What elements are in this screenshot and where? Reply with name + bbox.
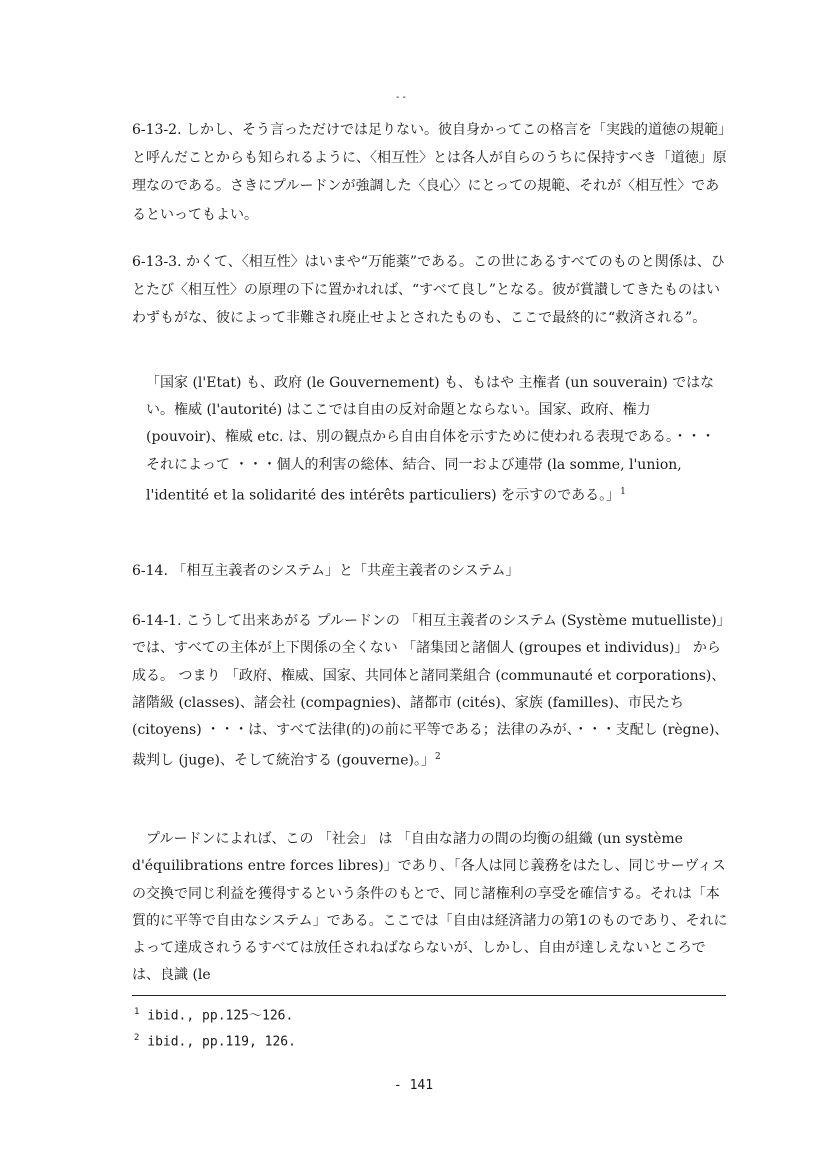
- footnote-text: ibid., pp.125～126.: [147, 1008, 294, 1024]
- page-number: - 141: [393, 1078, 434, 1093]
- footnote-ref-1: 1: [620, 486, 626, 497]
- page-top-mark: - -: [396, 92, 406, 103]
- block-quote: [146, 370, 732, 510]
- footnote-number: 1: [134, 1007, 140, 1017]
- footnote-1: [134, 1002, 293, 1026]
- footnote-2: [134, 1028, 296, 1052]
- paragraph-6-14-1-continued: プルードンによれば、この 「社会」 は 「自由な諸力の間の均衡の組織 (un système d'équilibrations entre forces libres)」であり、「各人は同じ義務をはたし、同じサーヴィスの交換で同じ利益を獲得するという条件のもとで、同じ諸権利の享受を確信する。それは「本質的に平等で自由なシステム」である。ここでは「自由は経済諸力の第1のものであり、それによって達成されうるすべては放任されねばならないが、しかし、自由が達しえないところでは、良識 (le: [132, 831, 728, 984]
- paragraph-6-14-1-text: 6-14-1. こうして出来あがる プルードンの 「相互主義者のシステム (Système mutuelliste)」 では、すべての主体が上下関係の全くない 「諸集団と諸個人 (groupes et individus)」 から成る。 つまり 「政府、権威、国家、共同体と諸同業組合 (communauté et corporations)、諸階級 (classes)、諸会社 (compagnies)、諸都市 (cités)、家族 (familles)、市民たち (citoyens) ・・・は、すべて法律(的)の前に平等である；法律のみが、・・・支配し (règne)、裁判し (juge)、そして統治する (gouverne)。」: [132, 613, 731, 770]
- footnote-divider: [132, 995, 726, 996]
- section-heading-6-14: 6-14. 「相互主義者のシステム」と「共産主義者のシステム」: [132, 563, 520, 579]
- footnote-number: 2: [134, 1033, 140, 1043]
- paragraph-6-14-1: [132, 608, 732, 775]
- footnote-text: ibid., pp.119, 126.: [147, 1034, 296, 1050]
- paragraph-6-13-2: 6-13-2. しかし、そう言っただけでは足りない。彼自身かってこの格言を「実践的道徳の規範」と呼んだことからも知られるように、〈相互性〉とは各人が自らのうちに保持すべき「道徳」原理なのである。さきにプルードンが強調した〈良心〉にとっての規範、それが〈相互性〉であるといってもよい。: [132, 122, 732, 223]
- block-quote-text: 「国家 (l'Etat) も、政府 (le Gouvernement) も、もはや 主権者 (un souverain) ではない。権威 (l'autorité) はここでは自由の反対命題とならない。国家、政府、権力 (pouvoir)、権威 etc. は、別の観点から自由自体を示すために使われる表現である。・・・ それによって ・・・個人的利害の総体、結合、同一および連帯 (la somme, l'union, l'identité et la solidarité des intérêts particuliers) を示すのである。」: [146, 375, 715, 504]
- footnote-ref-2: 2: [434, 752, 441, 763]
- paragraph-6-13-3: 6-13-3. かくて、〈相互性〉はいまや“万能薬”である。この世にあるすべてのものと関係は、ひとたび〈相互性〉の原理の下に置かれれば、“すべて良し”となる。彼が賞讃してきたものはいわずもがな、彼によって非難され廃止せよとされたものも、ここで最終的に“救済される”。: [132, 254, 725, 327]
